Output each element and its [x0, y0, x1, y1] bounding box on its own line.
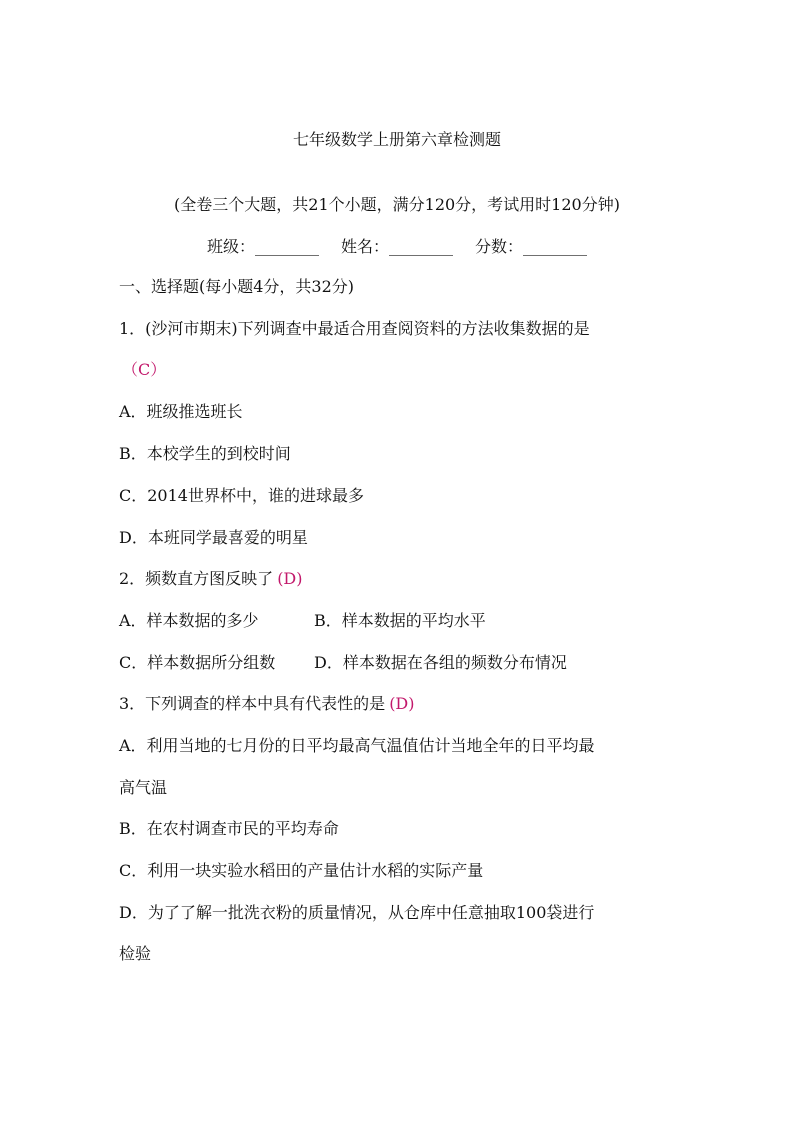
question-1-option-b: B．本校学生的到校时间	[119, 444, 291, 463]
question-3-option-a-line-2: 高气温	[119, 778, 168, 797]
question-2-option-b: B．样本数据的平均水平	[314, 611, 486, 630]
question-3-option-d-line-1: D．为了了解一批洗衣粉的质量情况，从仓库中任意抽取100袋进行	[119, 903, 595, 922]
question-3-option-b: B．在农村调查市民的平均寿命	[119, 819, 339, 838]
question-2-stem: 2．频数直方图反映了	[119, 569, 274, 588]
page-title: 七年级数学上册第六章检测题	[292, 130, 501, 149]
question-1-stem: 1．(沙河市期末)下列调查中最适合用查阅资料的方法收集数据的是	[119, 319, 590, 338]
question-3	[119, 694, 415, 714]
student-info-line	[0, 237, 794, 257]
question-3-answer: (D)	[389, 694, 415, 713]
question-1-answer: （C）	[122, 360, 167, 379]
class-label: 班级：________	[206, 237, 319, 256]
question-2-answer: (D)	[277, 569, 303, 588]
section-heading: 一、选择题(每小题4分，共32分)	[119, 277, 355, 296]
question-1-option-a: A．班级推选班长	[119, 402, 243, 421]
question-1-option-d: D．本班同学最喜爱的明星	[119, 528, 308, 547]
question-2-option-d: D．样本数据在各组的频数分布情况	[314, 653, 567, 672]
question-2	[119, 569, 303, 589]
question-2-option-c: C．样本数据所分组数	[119, 653, 276, 672]
question-3-option-c: C．利用一块实验水稻田的产量估计水稻的实际产量	[119, 861, 484, 880]
exam-subtitle: (全卷三个大题，共21个小题，满分120分，考试用时120分钟)	[174, 195, 620, 214]
question-3-option-a-line-1: A．利用当地的七月份的日平均最高气温值估计当地全年的日平均最	[119, 736, 595, 755]
question-3-stem: 3．下列调查的样本中具有代表性的是	[119, 694, 386, 713]
question-2-option-a: A．样本数据的多少	[119, 611, 259, 630]
question-1-option-c: C．2014世界杯中，谁的进球最多	[119, 486, 364, 505]
score-label: 分数：________	[475, 237, 588, 256]
name-label: 姓名：________	[340, 237, 453, 256]
question-3-option-d-line-2: 检验	[119, 944, 152, 963]
